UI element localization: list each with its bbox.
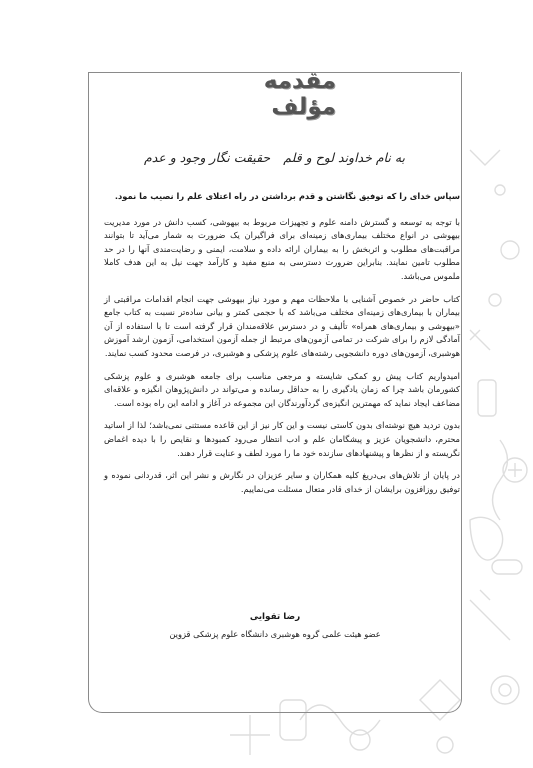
paragraph: بدون تردید هیچ نوشته‌ای بدون کاستی نیست و این کار نیز از این قاعده مستثنی نمی‌باشد؛ لذا از اساتید محترم، دانشجویان عزیز و پیشگامان علم و ادب انتظار می‌رود کمبودها و نقایص را با دیده اغماض نگریسته و از نظرها و پیشنهادهای سازنده خود ما را مورد لطف و عنایت قرار دهند. — [104, 420, 460, 458]
page-title: مقدمه مؤلف — [263, 68, 336, 120]
author-name: رضا تقوایی — [249, 612, 301, 622]
paragraph: کتاب حاضر در خصوص آشنایی با ملاحظات مهم و مورد نیاز بیهوشی جهت انجام اقدامات مراقبتی از بیماران با بیماری‌های زمینه‌ای مختلف می‌باشد که با حجمی کمتر و بیانی ساده‌تر نسبت به کتاب جامع «بیهوشی و بیماری‌های همراه» تألیف و در دسترس علاقه‌مندان قرار گرفته است تا با استفاده از آن آمادگی لازم را برای شرکت در تمامی آزمون‌های مرتبط از جمله آزمون استخدامی، آزمون ارشد آموزش هوشبری، آزمون‌های دوره دانشجویی رشته‌های علوم پزشکی و هوشبری، در فرصت محدود کسب نمایند. — [104, 293, 460, 358]
author-role: عضو هیئت علمی گروه هوشبری دانشگاه علوم پزشکی قزوین — [169, 629, 381, 639]
paragraph: با توجه به توسعه و گسترش دامنه علوم و تجهیزات مربوط به بیهوشی، کسب دانش در مورد مدیریت بیهوشی در انواع مختلف بیماری‌های زمینه‌ای برای فراگیران یک ضرورت به شمار می‌آید تا بتوانند مراقبت‌های مطلوب و اثربخش را به بیماران ارائه داده و سلامت، ایمنی و رضایت‌مندی آنها را در حد مطلوب تامین نمایند. بنابراین ضرورت دسترسی به منبع مفید و کارآمد جهت نیل به این هدف کاملا ملموس می‌باشد. — [104, 216, 460, 281]
poem-verse-right: به نام خداوند لوح و قلم — [283, 150, 405, 165]
preface-body — [104, 190, 460, 505]
title-box — [196, 68, 336, 120]
poem-verse-left: حقیقت نگار وجود و عدم — [144, 150, 271, 165]
paragraph: امیدواریم کتاب پیش رو کمکی شایسته و مرجعی مناسب برای جامعه هوشبری و علوم پزشکی کشورمان باشد چرا که زمان یادگیری را به حداقل رسانده و می‌تواند در دانش‌پژوهان انگیزه و علاقه‌ای مضاعف ایجاد نماید که مهمترین انگیزه‌ی گردآورندگان این مجموعه در آغاز و ادامه این راه بوده است. — [104, 370, 460, 408]
paragraph: در پایان از تلاش‌های بی‌دریغ کلیه همکاران و سایر عزیزان در نگارش و نشر این اثر، قدردانی نموده و توفیق روزافزون برایشان از خدای قادر متعال مسئلت می‌نماییم. — [104, 470, 460, 494]
paragraph: سپاس خدای را که توفیق نگاشتن و قدم برداشتن در راه اعتلای علم را نصیب ما نمود. — [114, 191, 460, 201]
